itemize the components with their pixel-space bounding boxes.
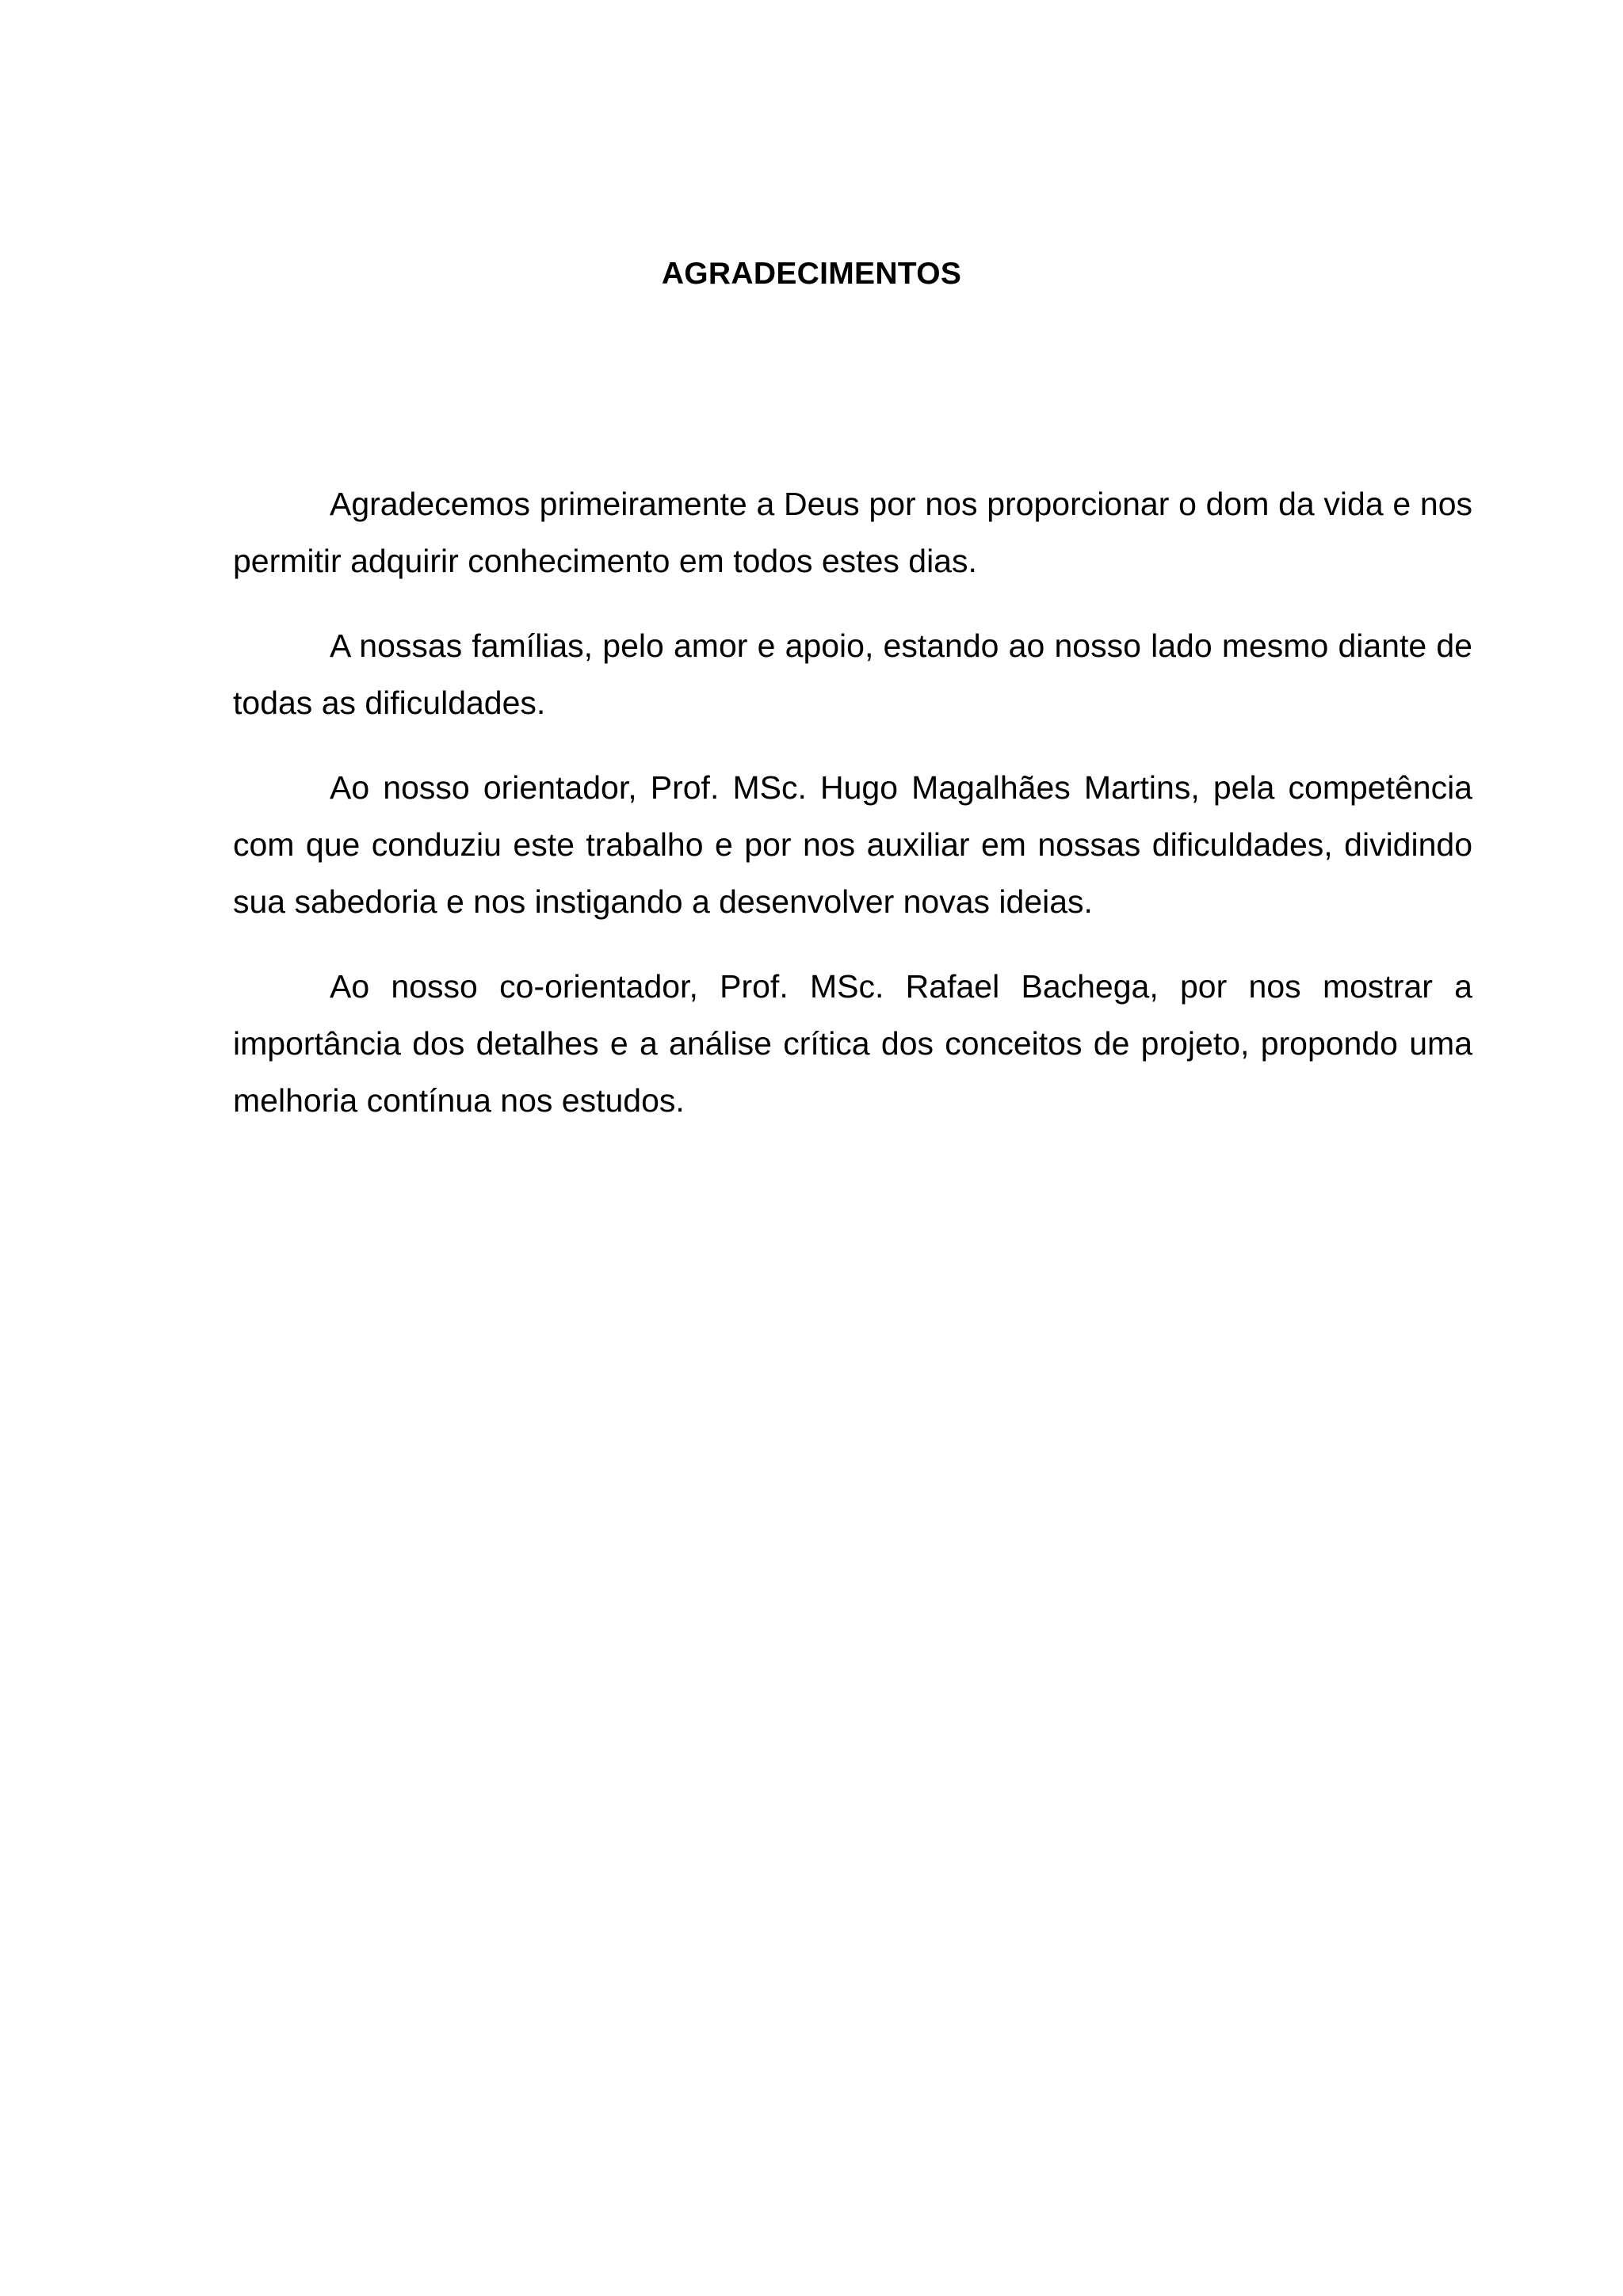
paragraph-co-advisor: Ao nosso co-orientador, Prof. MSc. Rafael Bachega, por nos mostrar a importância dos detalhes e a análise crítica dos conceitos de projeto, propondo uma melhoria contínua nos estudos. [233, 968, 1472, 1119]
acknowledgements-body [233, 475, 1472, 1157]
paragraph-families: A nossas famílias, pelo amor e apoio, estando ao nosso lado mesmo diante de todas as dificuldades. [233, 627, 1472, 721]
page-title: AGRADECIMENTOS [661, 257, 962, 291]
paragraph-god: Agradecemos primeiramente a Deus por nos proporcionar o dom da vida e nos permitir adquirir conhecimento em todos estes dias. [233, 486, 1472, 579]
paragraph-advisor: Ao nosso orientador, Prof. MSc. Hugo Magalhães Martins, pela competência com que conduziu este trabalho e por nos auxiliar em nossas dificuldades, dividindo sua sabedoria e nos instigando a desenvolver novas ideias. [233, 769, 1472, 920]
